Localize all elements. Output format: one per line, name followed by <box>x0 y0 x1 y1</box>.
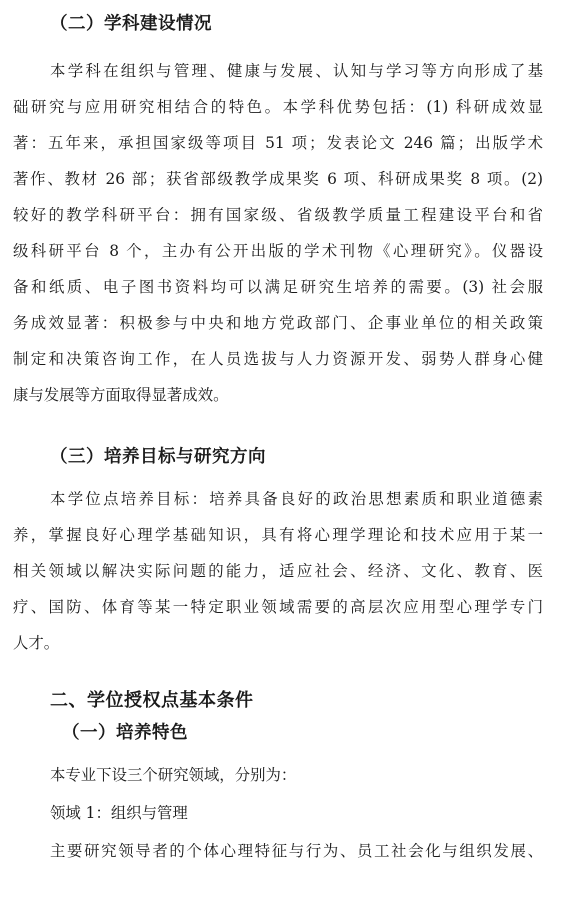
paragraph-line: 著：五年来，承担国家级等项目 51 项；发表论文 246 篇；出版学术 <box>13 134 543 152</box>
section-heading-training-goals: （三）培养目标与研究方向 <box>50 447 266 467</box>
paragraph-line: 养，掌握良好心理学基础知识，具有将心理学理论和技术应用于某一 <box>13 526 543 544</box>
paragraph-line: 康与发展等方面取得显著成效。 <box>13 386 229 404</box>
paragraph-line: 人才。 <box>13 634 60 652</box>
paragraph-line: 较好的教学科研平台：拥有国家级、省级教学质量工程建设平台和省 <box>13 206 543 224</box>
section-heading-discipline-construction: （二）学科建设情况 <box>50 14 212 34</box>
paragraph-line: 备和纸质、电子图书资料均可以满足研究生培养的需要。(3) 社会服 <box>13 278 543 296</box>
paragraph-line: 本学位点培养目标：培养具备良好的政治思想素质和职业道德素 <box>50 490 543 508</box>
paragraph-line: 础研究与应用研究相结合的特色。本学科优势包括：(1) 科研成效显 <box>13 98 543 116</box>
paragraph-line: 本专业下设三个研究领域，分别为： <box>50 766 297 784</box>
paragraph-line: 务成效显著：积极参与中央和地方党政部门、企事业单位的相关政策 <box>13 314 543 332</box>
paragraph-line: 级科研平台 8 个，主办有公开出版的学术刊物《心理研究》。仪器设 <box>13 242 543 260</box>
chapter-heading-basic-conditions: 二、学位授权点基本条件 <box>50 690 254 711</box>
paragraph-line: 领域 1：组织与管理 <box>50 804 188 822</box>
paragraph-line: 本学科在组织与管理、健康与发展、认知与学习等方向形成了基 <box>50 62 543 80</box>
paragraph-line: 制定和决策咨询工作，在人员选拔与人力资源开发、弱势人群身心健 <box>13 350 543 368</box>
section-heading-training-features: （一）培养特色 <box>62 723 188 743</box>
paragraph-line: 相关领域以解决实际问题的能力，适应社会、经济、文化、教育、医 <box>13 562 543 580</box>
paragraph-line: 主要研究领导者的个体心理特征与行为、员工社会化与组织发展、 <box>50 842 543 860</box>
paragraph-line: 疗、国防、体育等某一特定职业领域需要的高层次应用型心理学专门 <box>13 598 543 616</box>
paragraph-line: 著作、教材 26 部；获省部级教学成果奖 6 项、科研成果奖 8 项。(2) <box>13 170 543 188</box>
